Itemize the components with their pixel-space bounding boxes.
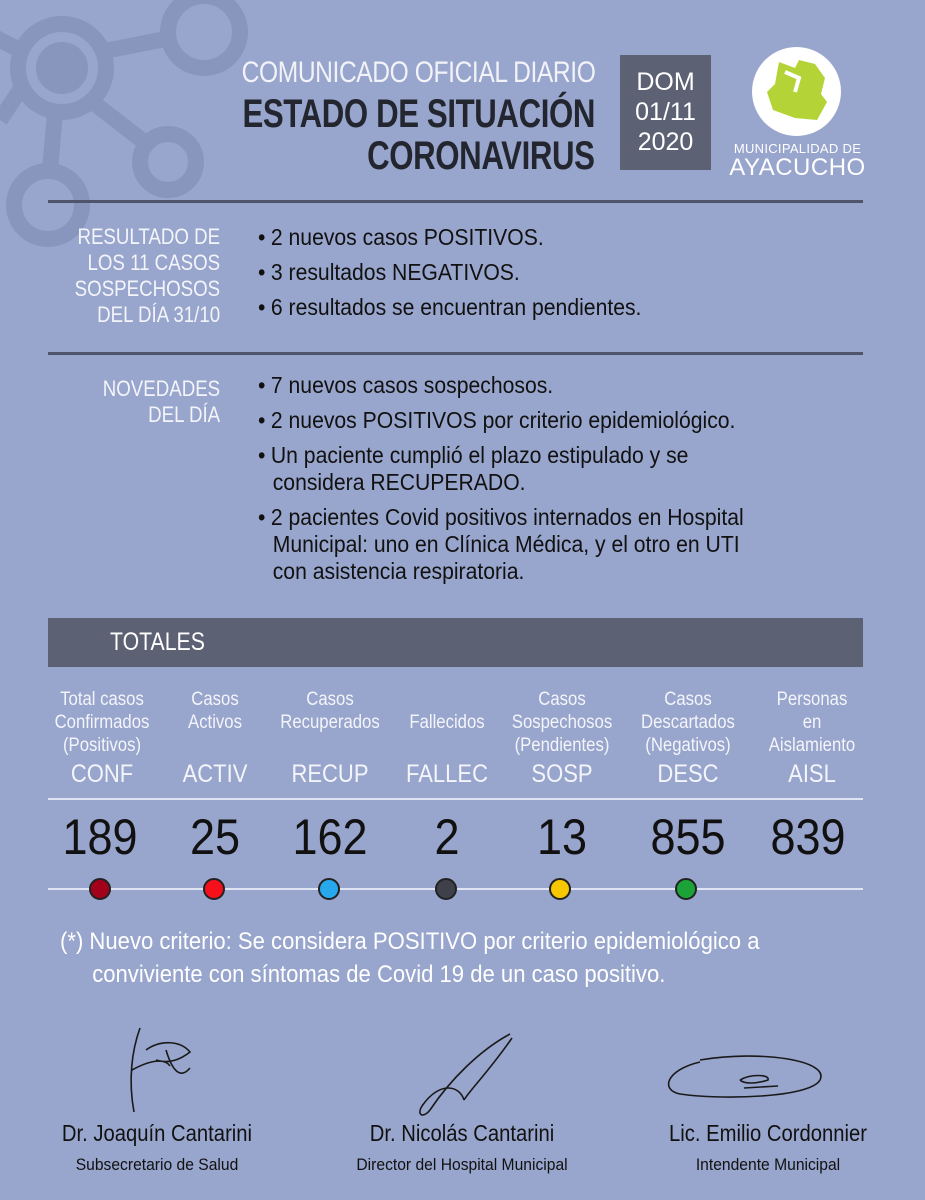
list-item: • 2 nuevos casos POSITIVOS. (258, 224, 544, 250)
results-label-line: RESULTADO DE (77, 224, 220, 249)
signature-3-icon (660, 1050, 835, 1110)
list-item-text: 3 resultados NEGATIVOS. (270, 259, 520, 285)
col-recup-value: 162 (292, 809, 368, 865)
list-item: • Un paciente cumplió el plazo estipulado y se considera RECUPERADO. (258, 442, 810, 496)
list-item-text: 2 nuevos casos POSITIVOS. (270, 224, 544, 250)
col-label-line: Casos (306, 689, 354, 710)
totals-title: TOTALES (110, 628, 205, 656)
signature-1-role: Subsecretario de Salud (75, 1155, 239, 1174)
signature-3-role: Intendente Municipal (695, 1155, 841, 1174)
map-icon (765, 58, 829, 124)
news-list (258, 372, 810, 585)
criteria-note (60, 925, 814, 991)
col-fallec-value: 2 (434, 809, 460, 865)
signature-2-icon (400, 1030, 530, 1120)
results-list (258, 224, 810, 321)
results-label-line: LOS 11 CASOS (87, 250, 220, 275)
list-item-text: Municipal: uno en Clínica Médica, y el otro en UTI (272, 531, 740, 557)
list-item: • 6 resultados se encuentran pendientes. (258, 294, 642, 320)
list-item-text: 7 nuevos casos sospechosos. (270, 372, 554, 398)
col-aisl-code: AISL (788, 760, 836, 788)
list-item: • 2 pacientes Covid positivos internados en Hospital Municipal: uno en Clínica Médica, y el otro en UTI con asistencia respiratoria. (258, 504, 810, 585)
sosp-dot-icon (549, 878, 571, 900)
date-box (620, 55, 711, 170)
news-label-line: DEL DÍA (147, 402, 220, 427)
fallec-dot-icon (435, 878, 457, 900)
col-fallec-label (394, 711, 500, 734)
col-activ-label (162, 688, 268, 734)
col-desc-label (635, 688, 741, 757)
col-aisl-label (759, 688, 865, 757)
activ-dot-icon (203, 878, 225, 900)
list-item: • 2 nuevos POSITIVOS por criterio epidemiológico. (258, 407, 736, 433)
list-item-text: con asistencia respiratoria. (272, 558, 525, 584)
col-label-line: Total casos (60, 689, 144, 710)
date-year: 2020 (637, 128, 694, 156)
logo-line2: AYACUCHO (729, 154, 866, 181)
list-item-text: 2 nuevos POSITIVOS por criterio epidemiológico. (270, 407, 736, 433)
list-item-text: 6 resultados se encuentran pendientes. (270, 294, 642, 320)
recup-dot-icon (318, 878, 340, 900)
col-label-line: Casos (538, 689, 586, 710)
col-activ-value: 25 (189, 809, 241, 865)
logo-line1: MUNICIPALIDAD DE (733, 141, 862, 156)
col-sosp-code: SOSP (531, 760, 593, 788)
col-desc-value: 855 (650, 809, 726, 865)
signature-2-name: Dr. Nicolás Cantarini (369, 1120, 555, 1146)
signature-1-name: Dr. Joaquín Cantarini (61, 1120, 253, 1146)
list-item: • 3 resultados NEGATIVOS. (258, 259, 520, 285)
header-title: ESTADO DE SITUACIÓN (242, 92, 595, 136)
col-recup-code: RECUP (291, 760, 369, 788)
header-title-2: CORONAVIRUS (367, 134, 595, 178)
divider-middle (48, 352, 863, 355)
news-label-line: NOVEDADES (102, 376, 220, 401)
results-label-line: DEL DÍA 31/10 (96, 302, 220, 327)
col-label-line: Sospechosos (511, 712, 613, 733)
signature-3-name: Lic. Emilio Cordonnier (669, 1120, 867, 1146)
col-label-line: (Pendientes) (514, 735, 610, 756)
col-label-line: Fallecidos (409, 712, 485, 733)
desc-dot-icon (675, 878, 697, 900)
col-conf-code: CONF (70, 760, 134, 788)
date-date: 01/11 (635, 98, 696, 126)
col-label-line: en (802, 712, 822, 733)
col-fallec-code: FALLEC (406, 760, 488, 788)
note-line: (*) Nuevo criterio: Se considera POSITIVO por criterio epidemiológico a (60, 928, 760, 955)
col-label-line: Casos (191, 689, 239, 710)
list-item-text: 2 pacientes Covid positivos internados en Hospital (270, 504, 744, 530)
signature-2-role: Director del Hospital Municipal (356, 1155, 568, 1174)
col-activ-code: ACTIV (182, 760, 248, 788)
col-sosp-label (509, 688, 615, 757)
col-conf-label (49, 688, 155, 757)
header-subtitle: COMUNICADO OFICIAL DIARIO (241, 56, 595, 89)
list-item: • 7 nuevos casos sospechosos. (258, 372, 554, 398)
col-conf-value: 189 (62, 809, 138, 865)
list-item-text: Un paciente cumplió el plazo estipulado y se (270, 442, 689, 468)
col-label-line: Casos (664, 689, 712, 710)
note-line: conviviente con síntomas de Covid 19 de un caso positivo. (92, 961, 666, 988)
col-desc-code: DESC (657, 760, 719, 788)
list-item-text: considera RECUPERADO. (272, 469, 526, 495)
col-label-line: Activos (188, 712, 242, 733)
divider-codes (48, 798, 863, 800)
municipality-logo (725, 40, 875, 185)
col-label-line: Personas (776, 689, 848, 710)
results-label (75, 224, 220, 328)
col-label-line: (Positivos) (62, 735, 142, 756)
col-label-line: Descartados (641, 712, 735, 733)
signature-1-icon (110, 1020, 210, 1120)
col-aisl-value: 839 (770, 809, 846, 865)
news-label (103, 376, 220, 428)
col-recup-label (277, 688, 383, 734)
conf-dot-icon (89, 878, 111, 900)
divider-top (48, 200, 863, 203)
col-label-line: (Negativos) (645, 735, 731, 756)
col-label-line: Confirmados (54, 712, 150, 733)
col-label-line: Recuperados (280, 712, 380, 733)
col-label-line: Aislamiento (768, 735, 856, 756)
date-day: DOM (636, 68, 695, 96)
results-label-line: SOSPECHOSOS (74, 276, 220, 301)
col-sosp-value: 13 (536, 809, 588, 865)
